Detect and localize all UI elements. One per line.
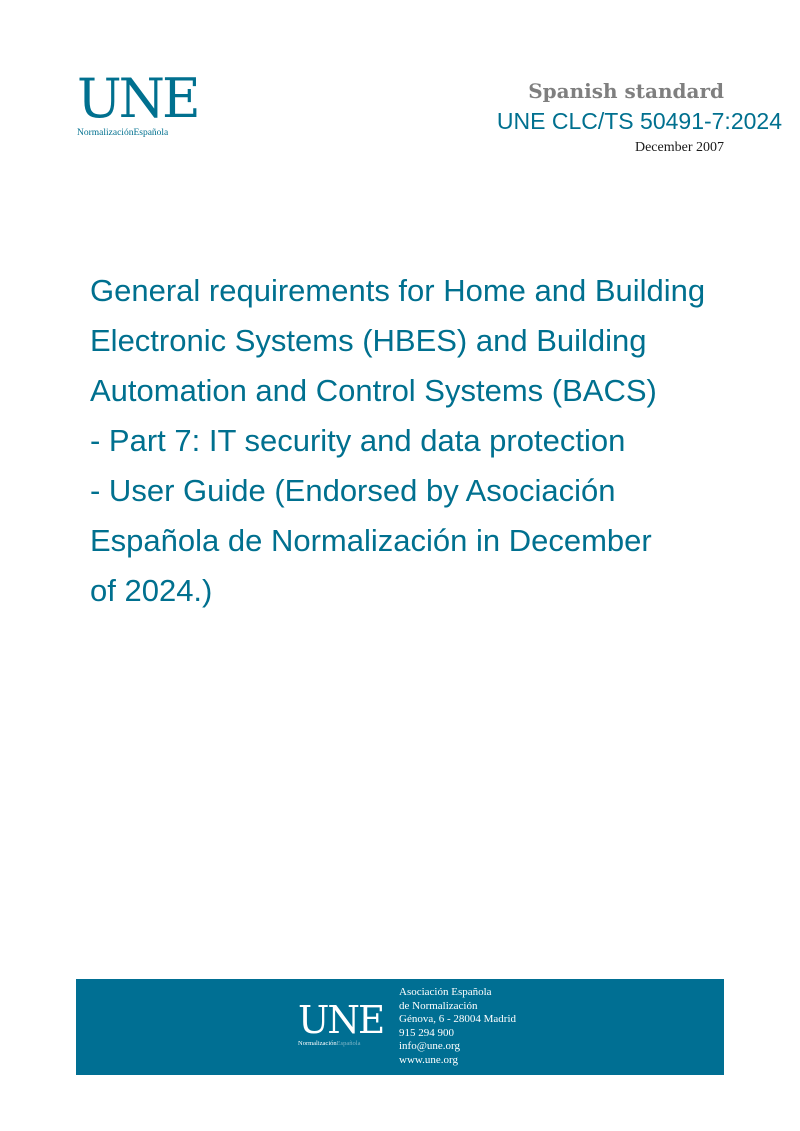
title-line: Automation and Control Systems (BACS) — [90, 373, 657, 408]
title-line: Española de Normalización in December — [90, 523, 652, 558]
title-line: of 2024.) — [90, 573, 213, 608]
footer-contact — [399, 986, 516, 1068]
une-logo-mark: UNE — [77, 67, 198, 130]
logo-sub-normalizacion: Normalización — [77, 128, 134, 138]
footer-une-logo — [298, 998, 385, 1047]
standard-date: December 2007 — [634, 140, 724, 155]
contact-email: info@une.org — [399, 1040, 460, 1053]
contact-org-line-1: Asociación Española — [399, 986, 492, 998]
standard-header — [496, 78, 782, 158]
contact-org-line-2: de Normalización — [399, 999, 478, 1012]
standard-code: UNE CLC/TS 50491-7:2024 — [496, 108, 782, 134]
logo-sub-espanola: Española — [133, 128, 169, 138]
footer-band — [76, 979, 724, 1075]
footer-logo-mark: UNE — [298, 998, 384, 1042]
contact-website: www.une.org — [399, 1053, 458, 1066]
title-line: Electronic Systems (HBES) and Building — [90, 323, 647, 358]
title-line: - Part 7: IT security and data protection — [90, 423, 626, 458]
footer-logo-sub-normalizacion: Normalización — [298, 1040, 337, 1047]
standard-type: Spanish standard — [528, 79, 724, 103]
footer-logo-sub-espanola: Española — [336, 1040, 361, 1047]
contact-phone: 915 294 900 — [399, 1026, 454, 1039]
title-line: General requirements for Home and Building — [90, 273, 706, 308]
une-logo — [77, 67, 198, 138]
document-title — [90, 266, 770, 616]
contact-address: Génova, 6 - 28004 Madrid — [399, 1013, 517, 1026]
title-line: - User Guide (Endorsed by Asociación — [90, 473, 616, 508]
